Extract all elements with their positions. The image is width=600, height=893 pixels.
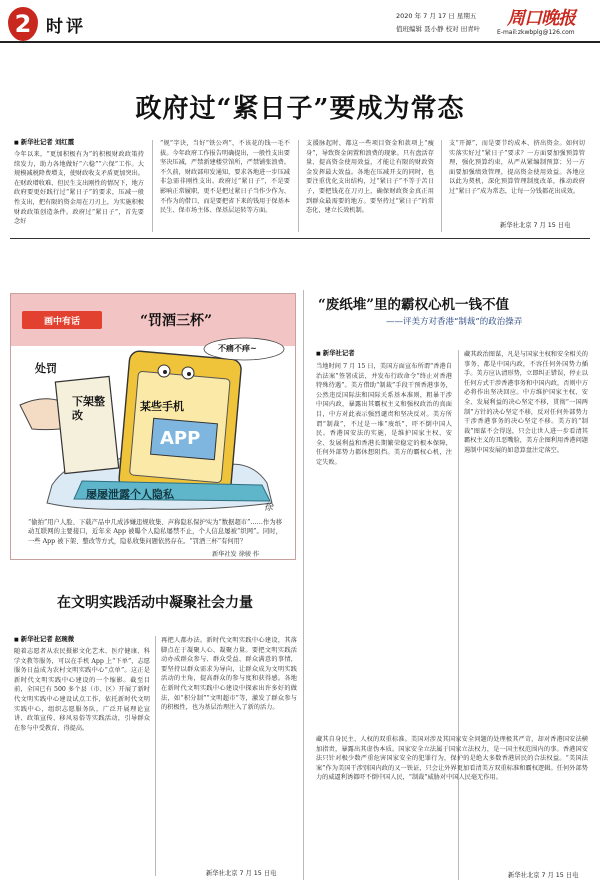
article2-col3: 藏其自身民主、人权的双重标准。美国对涉及其国家安全问题的处理极其严苛，却对香港国安法横加指责，暴露出其虚伪本质。国家安全立法属于国家立法权力，是一国主权范围内的事。香港国安法只针对极少数严重危害国家安全的犯罪行为，保护的是绝大多数香港居民的合法权益。“美国法案”作为美国干涉别国内政的又一铁证，只会让外界更加看清美方双重标准和霸权逻辑。任何外部势力的威逼利诱都吓不倒中国人民，“制裁”威胁对中国人民毫无作用。 [316, 736, 588, 782]
article2-col2: 藏其政治图谋，凡是与国家主权和安全相关的事务，都是中国内政，不容任何外国势力插手。美方应认清形势，立即纠正错误，停止以任何方式干涉香港事务和中国内政，否则中方必将作出坚决回应。中方维护国家主权、安全、发展利益的决心坚定不移，贯彻“一国两制”方针的决心坚定不移，反对任何外部势力干涉香港事务的决心坚定不移。美方的“制裁”图谋不会得逞，只会让世人进一步看清其霸权主义的丑恶嘴脸，美方企图利用香港问题遏制中国发展的如意算盘注定落空。 [464, 351, 588, 454]
section-label: 时评 [46, 17, 86, 37]
article1-col4: 支“开源”，而是要节约成本、挤出资金。如何切实落实好过“紧日子”要求？一方面要加强预算管理，强化预算约束，从严从紧编制预算；另一方面要加强绩效管理，提高资金使用效益。各地应以此为契机，深化预算管理制度改革，推动政府过“紧日子”成为常态，让每一分钱都花出成效。 [449, 140, 585, 195]
article2-headline: “废纸堆”里的霸权心机一钱不值 [318, 297, 510, 313]
article1-col2: “规”字诀，当好“铁公鸡”，不该花的钱一毛不拔。今年政府工作报告明确提出，一般性支出要坚决压减，严禁新建楼堂馆所，严禁铺张浪费。不久前，财政部印发通知，要求各地进一步压减非急需非刚性支出。政府过“紧日子”，不是要影响正常履职，更不是把过紧日子当作少作为、不作为的借口，而是要把省下来的钱用于保基本民生、保市场主体、保基层运转等方面。 [160, 140, 290, 215]
staff-line: 值班编辑 聂小静 校对 田青叶 [396, 25, 481, 33]
article1-byline: ■ 新华社记者 刘红霞 [14, 137, 74, 146]
article2-col1: 当地时间 7 月 15 日，美国方面宣布所谓“香港自治法案”签署成法，并发布行政命令“终止对香港特殊待遇”。美方借助“制裁”手段干预香港事务，公然违反国际法和国际关系基本准则，粗暴干涉中国内政，暴露出其霸权主义和强权政治的真面目，中方对此表示强烈谴责和坚决反对。美方所谓“制裁”，不过是一堆“废纸”，吓不倒中国人民。香港国安法的实施，是维护国家主权、安全、发展利益和香港长期繁荣稳定的根本保障，任何外部势力都休想阻挡。美方的霸权心机，注定失败。 [316, 363, 452, 466]
article3-col1: 随着志愿者从农民摄影文化艺术、医疗健康、科学文教等服务，可以在手机 App 上“下单”，志愿服务日益成为农村文明实践中心“点单”。这正是新时代文明实践中心建设的一个缩影。截至目前，全国已有 500 多个县（市、区）开展了新时代文明实践中心建设试点工作，依托新时代文明实践中心，组织志愿服务队，广泛开展理论宣讲、政策宣传、移风易俗等实践活动，引导群众在参与中受教育、得提高。 [14, 648, 150, 732]
article3-headline: 在文明实践活动中凝聚社会力量 [57, 595, 253, 611]
cartoon-app-label: APP [160, 428, 201, 449]
page-number: 2 [14, 10, 32, 38]
cartoon-caption: “偷拍”用户人脸、下载产品中几成涉嫌违规收集、声称隐私保护实为“数据超市”……作为移动互联网的主要接口，近年来 App 被曝个人隐私屡禁不止，个人信息屡被“织网”。同时，一些 App 被下架、整改等方式，隐私收集问题依然存在。“罚酒三杯”有何用？ [28, 519, 282, 545]
phone-pupil-left [163, 370, 167, 374]
col-divider [441, 140, 442, 232]
article2-byline: ■ 新华社记者 [316, 348, 355, 357]
section-vertical-divider [303, 290, 304, 880]
article2-subhead: ——评美方对香港“制裁”的政治操弄 [386, 317, 523, 327]
cartoon-punish-label: 处罚 [35, 362, 57, 375]
masthead [0, 0, 600, 70]
cartoon-speech: 不痛不痒~ [218, 344, 257, 353]
brand-logo: 周口晚报 [507, 8, 575, 29]
article1-col1: 今年以来，“更加积极有为”的积极财政政策持续发力，助力各地做好“六稳”“六保”工作。大规模减税降费增支，使财政收支矛盾更加突出。在财政增收难、但民生支出刚性的情况下，地方政府要更好践行过“紧日子”的要求，压减一般性支出，把有限的资金用在刀刃上，为实施积极财政政策创造条件。政府过“紧日子”，首先要念好 [14, 151, 144, 226]
cartoon-sign-label: 下架整改 [72, 395, 105, 422]
section-divider [10, 238, 590, 239]
article3-byline: ■ 新华社记者 赵琬微 [14, 634, 74, 643]
phone-pupil-right [187, 372, 191, 376]
col-divider [152, 140, 153, 232]
cartoon-ribbon-text: 屡屡泄露个人隐私 [86, 488, 174, 501]
article1-date-tag: 新华社北京 7 月 15 日电 [500, 222, 571, 229]
cartoon-badge-label: 画中有话 [43, 317, 80, 327]
cartoon-title: “罚酒三杯” [140, 313, 213, 329]
sign-board [55, 376, 118, 473]
page-number-badge [8, 7, 38, 41]
cartoon-badge [22, 311, 102, 329]
article3-date-tag: 新华社北京 7 月 15 日电 [206, 870, 277, 877]
article1-col3: 支援脉起时，都这一些项目资金和款项上“瘦身”，导致资金闲置和浪费的现象。只有盘活存量、提高资金使用效益，才能让有限的财政资金发挥最大效益。各地在压减开支的同时，也要注重优化支出结构，过“紧日子”不等于苦日子，要把钱花在刀刃上，确保财政资金真正用到群众最需要的地方。要坚持过“紧日子”的常态化，建立长效机制。 [306, 140, 434, 215]
cartoon-author-mark: 徐 [264, 503, 274, 513]
cartoon-credit: 新华社发 徐骏 作 [212, 551, 260, 558]
masthead-divider [0, 41, 600, 43]
col-divider [298, 140, 299, 232]
email-line: E-mail:zkwbplg@126.com [497, 29, 575, 36]
main-headline: 政府过“紧日子”要成为常态 [135, 94, 465, 124]
cartoon-phone-label: 某些手机 [140, 400, 184, 413]
article2-date-tag: 新华社北京 7 月 15 日电 [508, 872, 579, 879]
date-line: 2020 年 7 月 17 日 星期五 [396, 12, 477, 20]
article3-col2: 再把人都办法。新时代文明实践中心建设，其落脚点在于凝聚人心、凝聚力量。要把文明实践活动办成群众参与、群众受益、群众满意的事情，要坚持以群众需求为导向，让群众成为文明实践活动的主角，提高群众的参与度和获得感。各地在新时代文明实践中心建设中探索出许多好的做法，如“积分制”“文明超市”等，激发了群众参与的积极性，也为基层治理注入了新的活力。 [161, 637, 297, 712]
col-divider [155, 636, 156, 876]
